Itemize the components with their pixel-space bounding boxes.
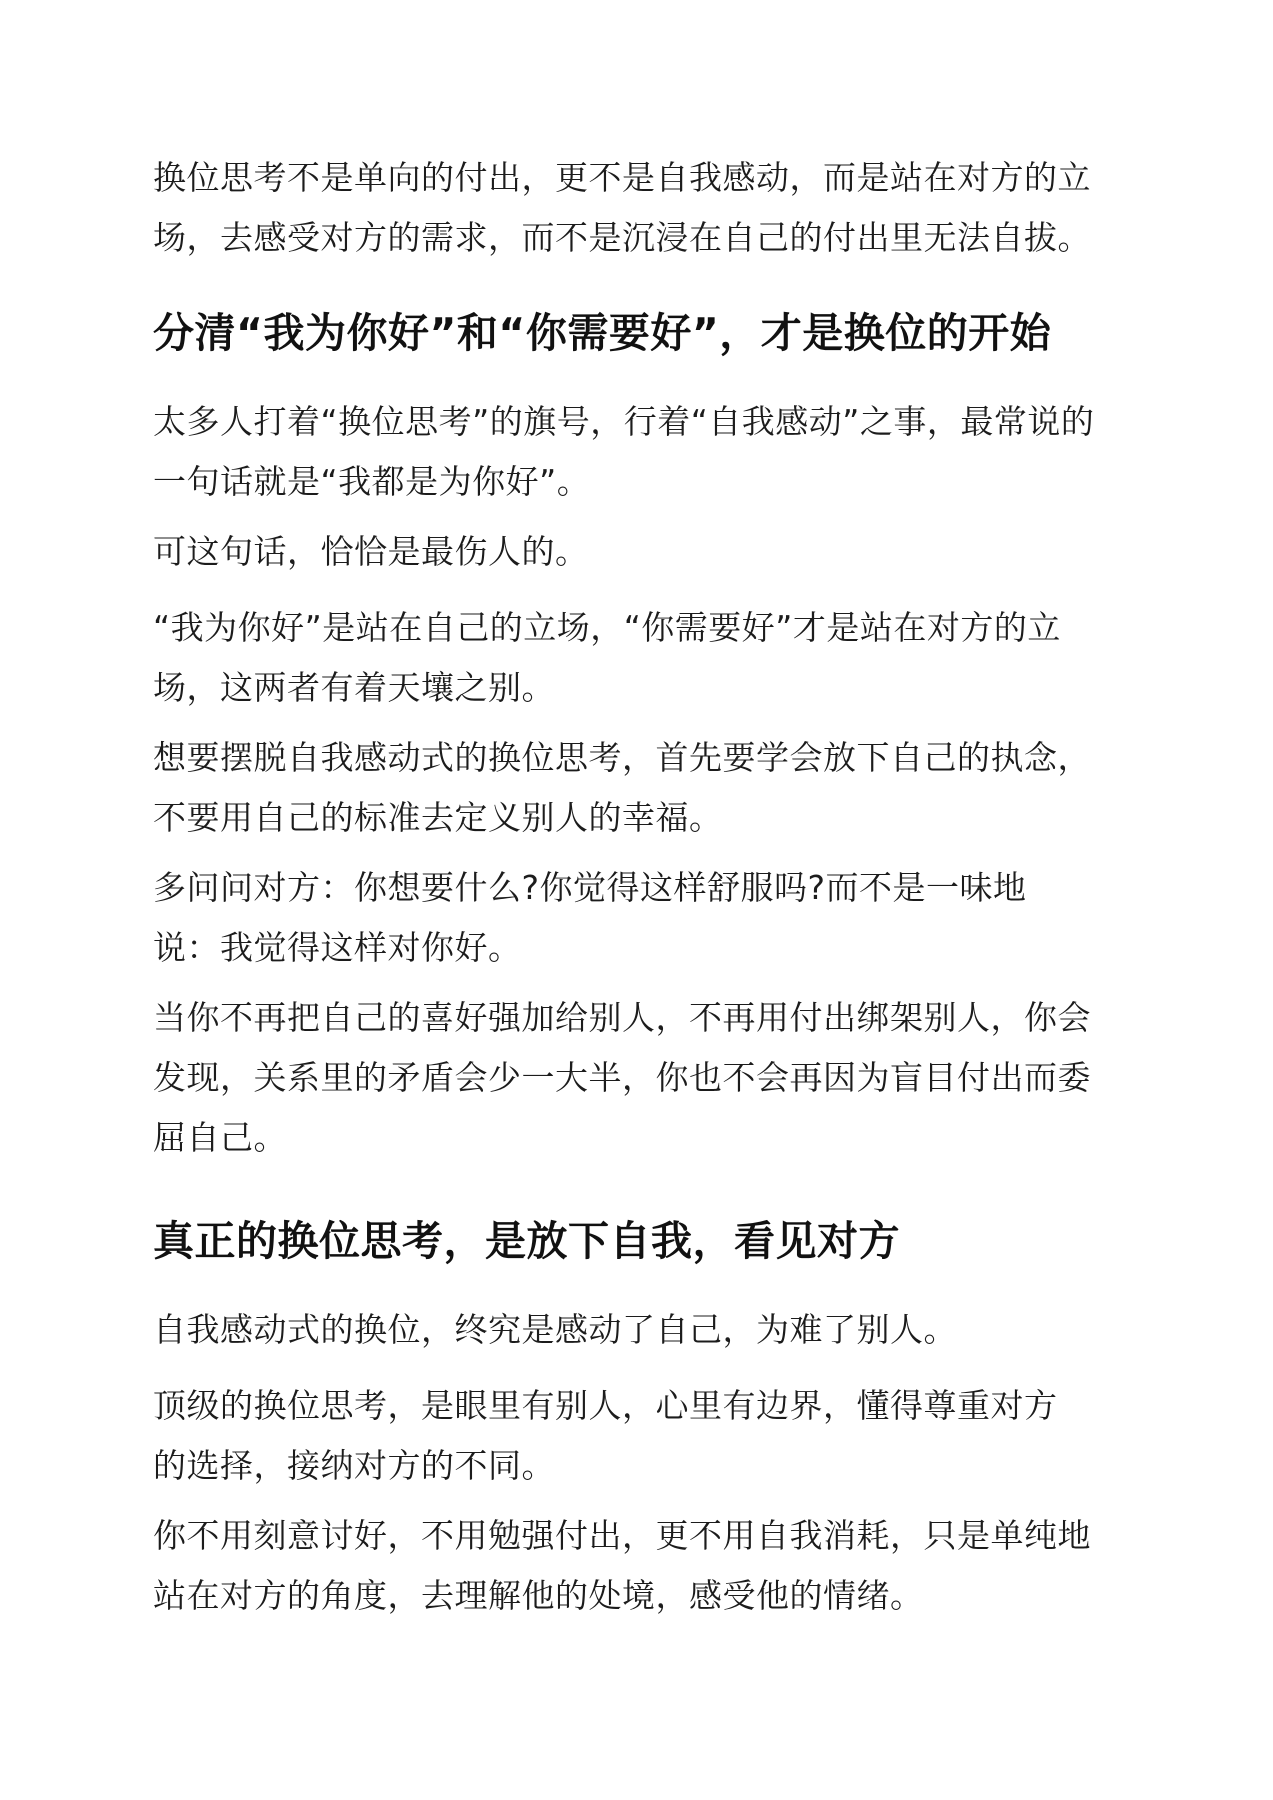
- paragraph-line: 说：我觉得这样对你好。: [153, 928, 522, 967]
- paragraph-5: [153, 728, 1153, 848]
- paragraph-line: 场，这两者有着天壤之别。: [153, 668, 555, 707]
- paragraph-6: [153, 858, 1153, 978]
- paragraph-line: 当你不再把自己的喜好强加给别人，不再用付出绑架别人，你会: [153, 998, 1091, 1037]
- section-heading-1: 分清“我为你好”和“你需要好”，才是换位的开始: [153, 309, 1052, 357]
- paragraph-9: [153, 1376, 1153, 1496]
- paragraph-line: 发现，关系里的矛盾会少一大半，你也不会再因为盲目付出而委: [153, 1058, 1091, 1097]
- paragraph-line: 多问问对方：你想要什么?你觉得这样舒服吗?而不是一味地: [153, 868, 1027, 907]
- paragraph-3: [153, 522, 1153, 582]
- paragraph-line: 顶级的换位思考，是眼里有别人，心里有边界，懂得尊重对方: [153, 1386, 1058, 1425]
- section-heading-2: 真正的换位思考，是放下自我，看见对方: [153, 1217, 900, 1265]
- paragraph-1: [153, 148, 1153, 268]
- paragraph-line: 的选择，接纳对方的不同。: [153, 1446, 555, 1485]
- paragraph-line: 一句话就是“我都是为你好”。: [153, 462, 591, 501]
- paragraph-line: 太多人打着“换位思考”的旗号，行着“自我感动”之事，最常说的: [153, 402, 1095, 441]
- paragraph-line: 想要摆脱自我感动式的换位思考，首先要学会放下自己的执念，: [153, 738, 1091, 777]
- paragraph-10: [153, 1506, 1153, 1626]
- paragraph-2: [153, 392, 1153, 512]
- paragraph-line: 不要用自己的标准去定义别人的幸福。: [153, 798, 723, 837]
- paragraph-line: 换位思考不是单向的付出，更不是自我感动，而是站在对方的立: [153, 158, 1091, 197]
- paragraph-line: 场，去感受对方的需求，而不是沉浸在自己的付出里无法自拔。: [153, 218, 1091, 257]
- paragraph-8: [153, 1300, 1153, 1360]
- paragraph-line: “我为你好”是站在自己的立场，“你需要好”才是站在对方的立: [153, 608, 1061, 647]
- paragraph-line: 你不用刻意讨好，不用勉强付出，更不用自我消耗，只是单纯地: [153, 1516, 1091, 1555]
- paragraph-4: [153, 598, 1153, 718]
- paragraph-line: 屈自己。: [153, 1118, 287, 1157]
- paragraph-line: 自我感动式的换位，终究是感动了自己，为难了别人。: [153, 1310, 957, 1349]
- paragraph-line: 可这句话，恰恰是最伤人的。: [153, 532, 589, 571]
- paragraph-7: [153, 988, 1153, 1168]
- paragraph-line: 站在对方的角度，去理解他的处境，感受他的情绪。: [153, 1576, 924, 1615]
